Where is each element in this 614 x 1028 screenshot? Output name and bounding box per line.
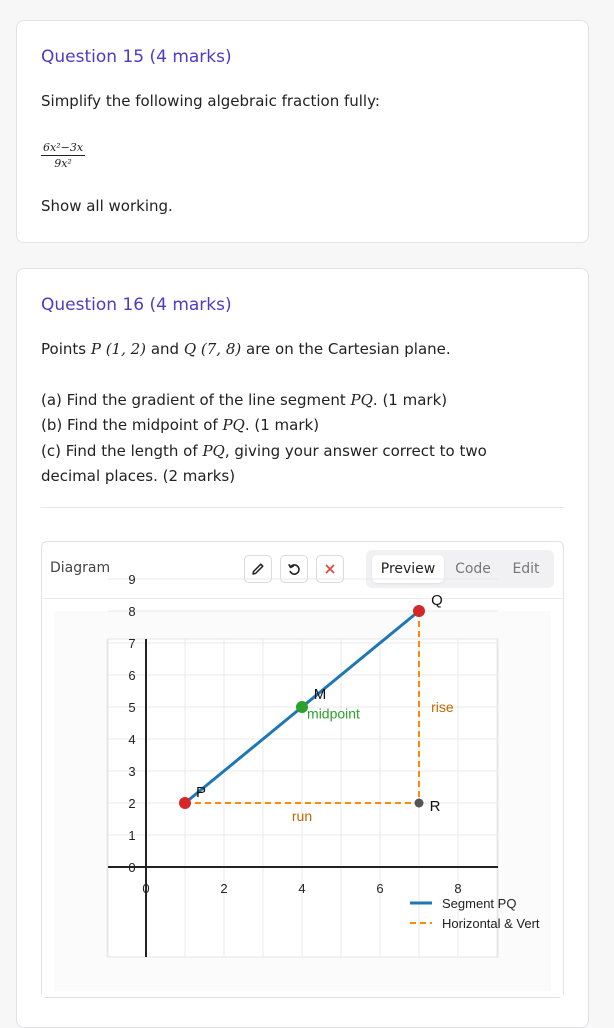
pq-symbol: PQ <box>202 442 225 460</box>
diagram-panel <box>41 541 564 998</box>
question-16-card <box>16 268 589 1028</box>
x-tick-label: 0 <box>142 881 150 896</box>
question-15-instruction: Show all working. <box>41 197 173 215</box>
part-c-text: (c) Find the length of <box>41 442 198 460</box>
x-tick-label: 4 <box>298 881 306 896</box>
annotation-label: run <box>291 807 313 824</box>
diagram-label: Diagram <box>50 560 111 576</box>
annotation-label: midpoint <box>307 705 360 722</box>
point-label: Q <box>431 592 443 609</box>
y-tick-label: 3 <box>128 764 136 779</box>
tab-code[interactable]: Code <box>455 561 491 577</box>
annotation-label: rise <box>431 699 454 715</box>
tab-preview[interactable]: Preview <box>372 555 444 583</box>
y-tick-label: 5 <box>128 700 136 715</box>
fraction-denominator: 9x² <box>54 157 72 170</box>
point-p-text: P (1, 2) <box>90 340 147 358</box>
coordinate-plane-chart <box>42 572 563 997</box>
question-16-intro <box>41 337 451 362</box>
x-tick-label: 2 <box>220 881 228 896</box>
y-tick-label: 6 <box>128 668 136 683</box>
y-tick-label: 0 <box>128 860 136 875</box>
intro-and: and <box>150 340 180 358</box>
y-tick-label: 2 <box>128 796 136 811</box>
divider <box>41 507 564 508</box>
pencil-icon <box>250 561 266 577</box>
point-label: R <box>429 798 441 815</box>
tab-edit[interactable]: Edit <box>512 561 540 577</box>
question-16-part-c-line2: decimal places. (2 marks) <box>41 467 236 485</box>
part-a-text: (a) Find the gradient of the line segment <box>41 391 346 409</box>
part-b-text: (b) Find the midpoint of <box>41 416 218 434</box>
point-label: P <box>195 784 207 801</box>
pq-symbol: PQ <box>222 416 245 434</box>
question-16-part-b <box>41 413 319 438</box>
legend-label: Horizontal & Vert <box>442 916 540 931</box>
part-b-marks: . (1 mark) <box>244 416 320 434</box>
question-16-part-a <box>41 388 447 413</box>
y-tick-label: 8 <box>128 604 136 619</box>
close-icon <box>323 562 337 576</box>
diagram-preview <box>42 572 563 997</box>
intro-text-b: are on the Cartesian plane. <box>246 340 451 358</box>
part-c-text-2: , giving your answer correct to two <box>224 442 487 460</box>
question-15-card <box>16 20 589 243</box>
y-tick-label: 9 <box>128 572 136 587</box>
part-a-marks: . (1 mark) <box>372 391 448 409</box>
algebraic-fraction <box>41 141 85 170</box>
y-tick-label: 7 <box>128 636 136 651</box>
diagram-toolbar <box>42 542 563 599</box>
question-15-prompt: Simplify the following algebraic fraction fully: <box>41 92 380 110</box>
x-tick-label: 6 <box>376 881 384 896</box>
point-marker <box>415 799 424 808</box>
question-16-title: Question 16 (4 marks) <box>41 295 232 315</box>
point-label: M <box>313 686 327 703</box>
diagram-view-tabs <box>366 550 554 588</box>
undo-icon <box>286 561 302 577</box>
x-tick-label: 8 <box>454 881 462 896</box>
point-marker <box>413 605 425 617</box>
question-15-title: Question 15 (4 marks) <box>41 47 232 67</box>
intro-text-a: Points <box>41 340 87 358</box>
question-16-part-c <box>41 439 487 464</box>
y-tick-label: 1 <box>128 828 136 843</box>
fraction-numerator: 6x²−3x <box>43 141 84 154</box>
y-tick-label: 4 <box>128 732 136 747</box>
legend-label: Segment PQ <box>442 896 517 911</box>
point-marker <box>179 797 191 809</box>
point-q-text: Q (7, 8) <box>183 340 242 358</box>
pq-symbol: PQ <box>350 391 373 409</box>
